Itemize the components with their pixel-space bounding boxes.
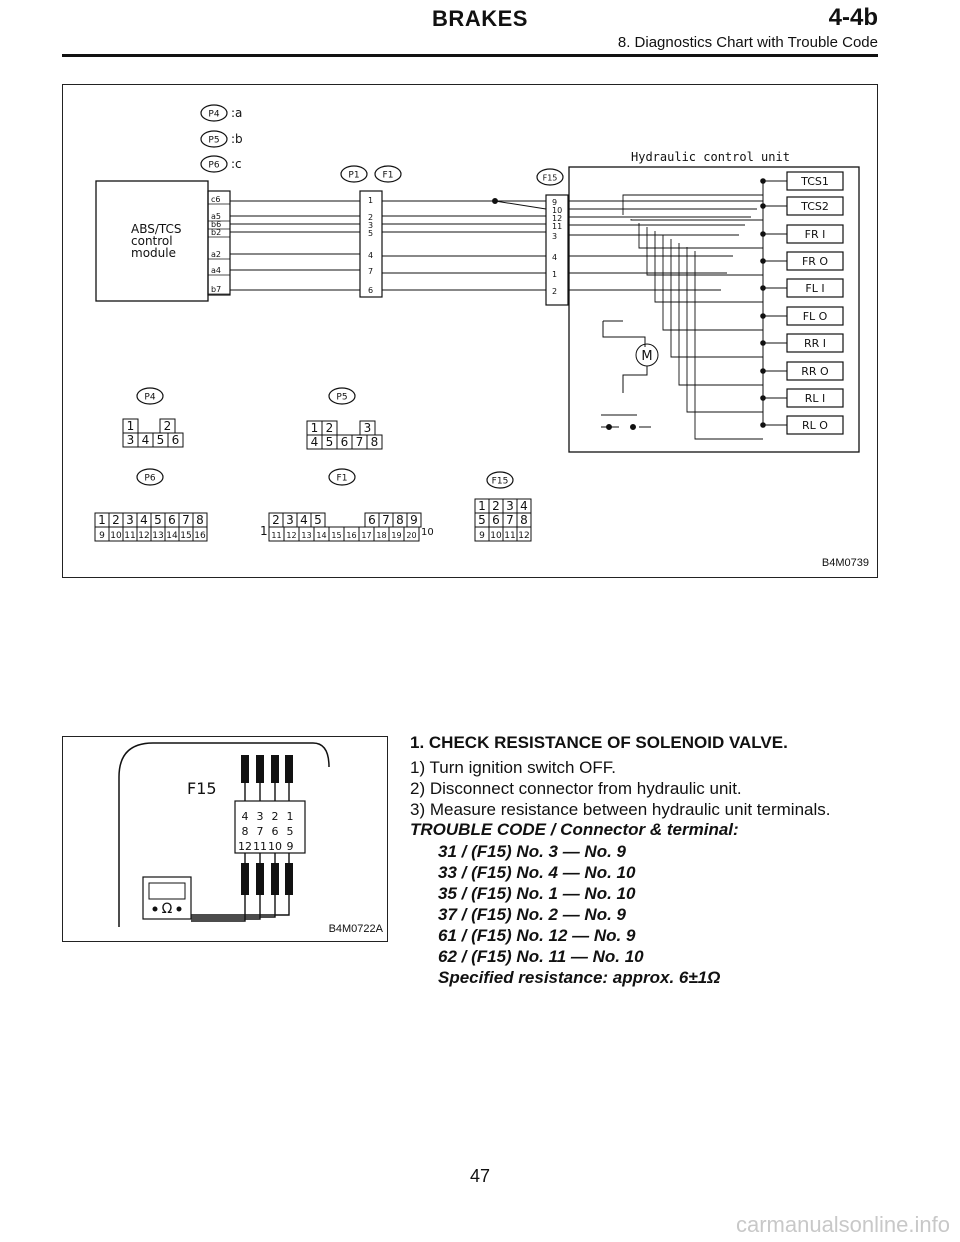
f15-grid-cell: 12 bbox=[238, 840, 252, 853]
valve-label: TCS2 bbox=[801, 200, 829, 213]
f1-terminal: 17 bbox=[361, 531, 372, 540]
svg-text:P4: P4 bbox=[144, 392, 156, 403]
p5-terminal: 5 bbox=[325, 435, 334, 449]
f1-terminal: 12 bbox=[286, 531, 297, 540]
measurement-figure bbox=[62, 736, 388, 942]
f15-grid-cell: 7 bbox=[256, 825, 264, 838]
p6-terminal: 10 bbox=[110, 531, 122, 541]
f15-terminal: 10 bbox=[490, 531, 502, 541]
module-label-1: ABS/TCS bbox=[131, 222, 182, 236]
svg-text::c: :c bbox=[231, 157, 242, 171]
valve-label: FL O bbox=[802, 310, 828, 323]
step-line-3: 3) Measure resistance between hydraulic unit terminals. bbox=[410, 800, 831, 819]
module-pin: c6 bbox=[211, 195, 221, 204]
valve-label: FR I bbox=[804, 228, 826, 241]
p4-terminal: 5 bbox=[156, 433, 165, 447]
p1-pin: 3 bbox=[368, 221, 374, 230]
page-title: BRAKES bbox=[432, 6, 528, 31]
f15-terminal: 9 bbox=[479, 531, 485, 541]
f1-terminal: 14 bbox=[316, 531, 327, 540]
p6-terminal: 16 bbox=[194, 531, 206, 541]
p5-terminal: 4 bbox=[310, 435, 319, 449]
svg-text:1: 1 bbox=[260, 524, 268, 538]
svg-text:P4: P4 bbox=[208, 109, 220, 120]
f15-grid-cell: 5 bbox=[286, 825, 294, 838]
f15-terminal: 1 bbox=[478, 499, 486, 513]
p1-pin: 5 bbox=[368, 229, 374, 238]
svg-text:M: M bbox=[641, 349, 653, 364]
p6-terminal: 1 bbox=[98, 513, 106, 527]
p6-terminal: 12 bbox=[138, 531, 150, 541]
valve-list bbox=[623, 172, 843, 439]
p1-f1-pin-block bbox=[360, 191, 382, 297]
f1-terminal: 5 bbox=[314, 513, 322, 527]
header-rule bbox=[62, 54, 878, 57]
p4-terminal: 3 bbox=[126, 433, 135, 447]
p6-terminal: 6 bbox=[168, 513, 176, 527]
trouble-code-item: 31 / (F15) No. 3 — No. 9 bbox=[438, 842, 626, 861]
p6-terminal: 8 bbox=[196, 513, 204, 527]
p6-terminal: 9 bbox=[99, 531, 105, 541]
measurement-diagram bbox=[63, 737, 389, 943]
module-pin: a2 bbox=[211, 250, 221, 259]
module-label-2: control bbox=[131, 234, 173, 248]
svg-text:P5: P5 bbox=[336, 392, 348, 403]
f15-terminal: 7 bbox=[506, 513, 514, 527]
connector-legend bbox=[201, 105, 243, 172]
f1-terminal: 9 bbox=[410, 513, 418, 527]
section-subtitle: 8. Diagnostics Chart with Trouble Code bbox=[617, 34, 878, 51]
p5-terminal: 8 bbox=[370, 435, 379, 449]
figure1-id: B4M0739 bbox=[821, 557, 869, 569]
p4-terminal: 2 bbox=[163, 419, 172, 433]
f15-grid-cell: 10 bbox=[268, 840, 282, 853]
relay-switch bbox=[601, 415, 651, 430]
p5-terminal: 6 bbox=[340, 435, 349, 449]
f15-pin: 10 bbox=[552, 206, 563, 215]
f15-tag: F15 bbox=[187, 779, 217, 798]
f15-terminal: 11 bbox=[504, 531, 516, 541]
connector-views bbox=[95, 388, 531, 541]
f15-grid-cell: 2 bbox=[271, 810, 279, 823]
page-number: 47 bbox=[469, 1166, 491, 1186]
f15-pin: 2 bbox=[552, 287, 558, 296]
module-pin: b6 bbox=[211, 220, 222, 229]
watermark: carmanualsonline.info bbox=[735, 1212, 950, 1237]
svg-text:10: 10 bbox=[421, 527, 434, 538]
module-pin-block bbox=[208, 191, 230, 295]
f1-terminal: 7 bbox=[382, 513, 390, 527]
p1-label: P1 bbox=[348, 170, 360, 181]
svg-text:P5: P5 bbox=[208, 135, 220, 146]
f1-terminal: 20 bbox=[406, 531, 417, 540]
p4-terminal: 1 bbox=[126, 419, 135, 433]
p6-terminal: 7 bbox=[182, 513, 190, 527]
svg-text:F1: F1 bbox=[336, 473, 348, 484]
f1-terminal: 15 bbox=[331, 531, 342, 540]
svg-text:F15: F15 bbox=[491, 476, 509, 487]
f15-pin: 12 bbox=[552, 214, 563, 223]
f1-terminal: 13 bbox=[301, 531, 312, 540]
svg-text::b: :b bbox=[231, 132, 243, 146]
f15-terminal: 8 bbox=[520, 513, 528, 527]
f15-terminal: 5 bbox=[478, 513, 486, 527]
p6-terminal: 4 bbox=[140, 513, 148, 527]
f15-terminal: 12 bbox=[518, 531, 530, 541]
f15-label: F15 bbox=[542, 173, 558, 183]
valve-label: RL I bbox=[804, 392, 826, 405]
p6-terminal: 14 bbox=[166, 531, 178, 541]
f1-terminal: 18 bbox=[376, 531, 387, 540]
section-number: 4-4b bbox=[828, 4, 878, 31]
module-label-3: module bbox=[131, 246, 176, 260]
trouble-code-item: 61 / (F15) No. 12 — No. 9 bbox=[438, 926, 636, 945]
module-pin: b2 bbox=[211, 228, 222, 237]
f15-grid-cell: 6 bbox=[271, 825, 279, 838]
f15-terminal: 6 bbox=[492, 513, 500, 527]
f15-terminal: 2 bbox=[492, 499, 500, 513]
p6-terminal: 13 bbox=[152, 531, 164, 541]
f15-pin: 11 bbox=[552, 222, 563, 231]
svg-text:P6: P6 bbox=[144, 473, 156, 484]
f15-grid-cell: 8 bbox=[241, 825, 249, 838]
trouble-code-title: TROUBLE CODE / Connector & terminal: bbox=[410, 820, 739, 839]
ohm-symbol: Ω bbox=[161, 901, 173, 917]
f1-terminal: 11 bbox=[271, 531, 282, 540]
p1-pin: 7 bbox=[368, 267, 374, 276]
p4-terminal: 6 bbox=[171, 433, 180, 447]
f1-terminal: 2 bbox=[272, 513, 280, 527]
trouble-code-item: 62 / (F15) No. 11 — No. 10 bbox=[438, 947, 644, 966]
trouble-code-item: 33 / (F15) No. 4 — No. 10 bbox=[438, 863, 636, 882]
f1-terminal: 16 bbox=[346, 531, 357, 540]
f1-terminal: 3 bbox=[286, 513, 294, 527]
valve-label: FR O bbox=[801, 255, 829, 268]
valve-label: FL I bbox=[805, 282, 825, 295]
p4-terminal: 4 bbox=[141, 433, 150, 447]
f1-terminal: 4 bbox=[300, 513, 308, 527]
f15-grid-cell: 1 bbox=[286, 810, 294, 823]
trouble-code-item: 35 / (F15) No. 1 — No. 10 bbox=[438, 884, 636, 903]
f15-grid-cell: 3 bbox=[256, 810, 264, 823]
f15-pin-block bbox=[546, 195, 568, 305]
specified-resistance: Specified resistance: approx. 6±1Ω bbox=[438, 968, 721, 987]
wires bbox=[230, 199, 763, 291]
step-line-2: 2) Disconnect connector from hydraulic unit. bbox=[410, 779, 742, 798]
valve-label: TCS1 bbox=[801, 175, 829, 188]
trouble-code-item: 37 / (F15) No. 2 — No. 9 bbox=[438, 905, 626, 924]
f15-pin: 9 bbox=[552, 198, 558, 207]
f15-grid-cell: 9 bbox=[286, 840, 294, 853]
f1-terminal: 8 bbox=[396, 513, 404, 527]
f15-grid-cell: 11 bbox=[253, 840, 267, 853]
step-title: 1. CHECK RESISTANCE OF SOLENOID VALVE. bbox=[410, 733, 788, 752]
f15-pin: 3 bbox=[552, 232, 558, 241]
valve-label: RR I bbox=[803, 337, 827, 350]
step-line-1: 1) Turn ignition switch OFF. bbox=[410, 758, 616, 777]
valve-label: RR O bbox=[801, 365, 829, 378]
p1-pin: 4 bbox=[368, 251, 374, 260]
f1-label: F1 bbox=[382, 170, 394, 181]
f1-terminal: 6 bbox=[368, 513, 376, 527]
f15-pin: 1 bbox=[552, 270, 558, 279]
f15-terminal: 3 bbox=[506, 499, 514, 513]
p1-pin: 2 bbox=[368, 213, 374, 222]
module-pin: a4 bbox=[211, 266, 221, 275]
wiring-diagram bbox=[63, 85, 879, 579]
p1-pin: 1 bbox=[368, 196, 374, 205]
wiring-diagram-figure bbox=[62, 84, 878, 578]
f15-terminal-grid bbox=[238, 810, 294, 853]
p6-terminal: 5 bbox=[154, 513, 162, 527]
f15-pin: 4 bbox=[552, 253, 558, 262]
p6-terminal: 11 bbox=[124, 531, 136, 541]
figure2-id: B4M0722A bbox=[328, 923, 383, 935]
pump-motor bbox=[603, 321, 658, 393]
p6-terminal: 15 bbox=[180, 531, 192, 541]
p6-terminal: 3 bbox=[126, 513, 134, 527]
p5-terminal: 7 bbox=[355, 435, 364, 449]
module-pin: b7 bbox=[211, 285, 222, 294]
module-pin: a5 bbox=[211, 212, 221, 221]
p6-terminal: 2 bbox=[112, 513, 120, 527]
p5-terminal: 1 bbox=[310, 421, 319, 435]
f15-grid-cell: 4 bbox=[241, 810, 249, 823]
valve-label: RL O bbox=[802, 419, 828, 432]
hydraulic-unit-label: Hydraulic control unit bbox=[631, 150, 790, 164]
f1-terminal: 19 bbox=[391, 531, 402, 540]
p5-terminal: 2 bbox=[325, 421, 334, 435]
svg-text::a: :a bbox=[231, 106, 243, 120]
svg-text:P6: P6 bbox=[208, 160, 220, 171]
p1-pin: 6 bbox=[368, 286, 374, 295]
p5-terminal: 3 bbox=[363, 421, 372, 435]
f15-terminal: 4 bbox=[520, 499, 528, 513]
